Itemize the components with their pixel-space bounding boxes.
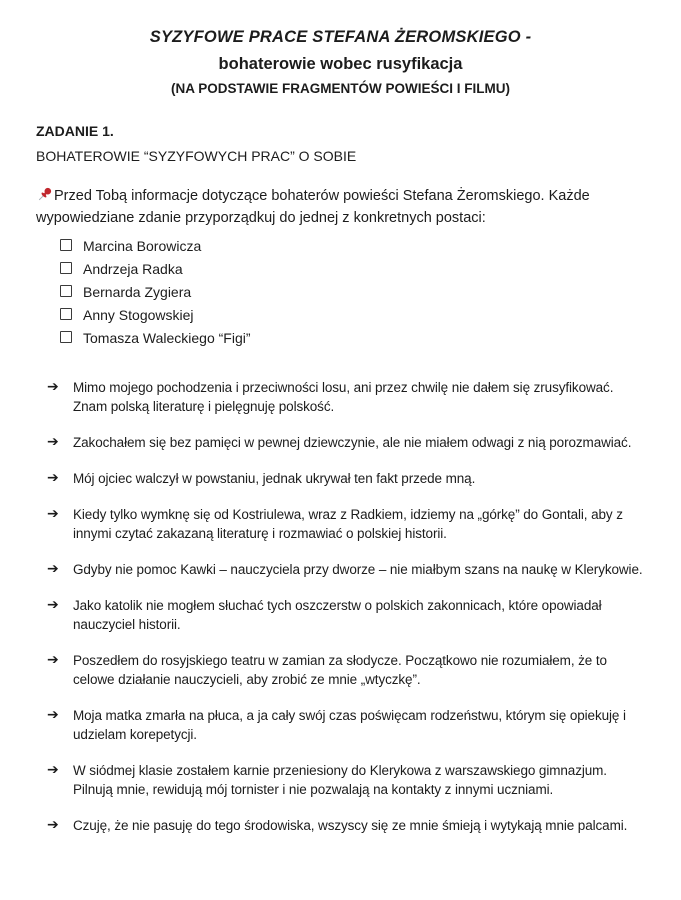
checkbox-icon[interactable] [60, 239, 72, 251]
checkbox-icon[interactable] [60, 308, 72, 320]
title-line-3: (NA PODSTAWIE FRAGMENTÓW POWIEŚCI I FILMU) [171, 81, 510, 96]
statement-text: W siódmej klasie zostałem karnie przeniesiony do Klerykowa z warszawskiego gimnazjum. Pilnują mnie, rewidują mój tornister i nie pozwalają na kontakty z innymi uczniami. [73, 763, 607, 797]
statement-text: Kiedy tylko wymknę się od Kostriulewa, wraz z Radkiem, idziemy na „górkę” do Gontali, aby z innymi czytać zakazaną literaturę i rozmawiać o polskiej historii. [73, 507, 623, 541]
arrow-bullet-icon: ➔ [47, 762, 59, 778]
character-name: Andrzeja Radka [83, 260, 183, 277]
title-line-2: bohaterowie wobec rusyfikacja [218, 55, 463, 73]
character-name: Tomasza Waleckiego “Figi” [83, 329, 251, 346]
statement-text: Poszedłem do rosyjskiego teatru w zamian za słodycze. Początkowo nie rozumiałem, że to celowe działanie nauczycieli, aby zrobić ze mnie „wtyczkę”. [73, 653, 607, 687]
character-option[interactable] [60, 326, 648, 349]
statement-item [47, 378, 648, 416]
character-name: Anny Stogowskiej [83, 306, 194, 323]
document-title-block [0, 0, 681, 100]
statement-list [36, 378, 648, 835]
character-name: Marcina Borowicza [83, 237, 202, 254]
statement-item [47, 560, 648, 579]
arrow-bullet-icon: ➔ [47, 434, 59, 450]
arrow-bullet-icon: ➔ [47, 652, 59, 668]
arrow-bullet-icon: ➔ [47, 707, 59, 723]
statement-item [47, 505, 648, 543]
statement-text: Jako katolik nie mogłem słuchać tych oszczerstw o polskich zakonnicach, które opowiadał nauczyciel historii. [73, 598, 602, 632]
statement-item [47, 596, 648, 634]
task-instruction [36, 185, 648, 229]
statement-text: Zakochałem się bez pamięci w pewnej dziewczynie, ale nie miałem odwagi z nią porozmawiać. [73, 435, 632, 450]
title-line-1: SYZYFOWE PRACE STEFANA ŻEROMSKIEGO - [149, 28, 532, 46]
statement-text: Moja matka zmarła na płuca, a ja cały swój czas poświęcam rodzeństwu, którym się opiekuję i udzielam korepetycji. [73, 708, 626, 742]
pushpin-icon [36, 186, 53, 203]
checkbox-icon[interactable] [60, 285, 72, 297]
arrow-bullet-icon: ➔ [47, 379, 59, 395]
checkbox-icon[interactable] [60, 262, 72, 274]
statement-text: Mimo mojego pochodzenia i przeciwności losu, ani przez chwilę nie dałem się zrusyfikować. Znam polską literaturę i pielęgnuję polskość. [73, 380, 614, 414]
statement-item [47, 761, 648, 799]
character-list [36, 234, 648, 349]
character-name: Bernarda Zygiera [83, 283, 192, 300]
character-option[interactable] [60, 234, 648, 257]
statement-item [47, 469, 648, 488]
instruction-text: Przed Tobą informacje dotyczące bohaterów powieści Stefana Żeromskiego. Każde wypowiedziane zdanie przyporządkuj do jednej z konkretnych postaci: [36, 188, 590, 226]
arrow-bullet-icon: ➔ [47, 597, 59, 613]
task-subheading: BOHATEROWIE “SYZYFOWYCH PRAC” O SOBIE [36, 148, 357, 164]
statement-item [47, 706, 648, 744]
arrow-bullet-icon: ➔ [47, 470, 59, 486]
checkbox-icon[interactable] [60, 331, 72, 343]
task-heading: ZADANIE 1. [36, 123, 114, 139]
statement-text: Czuję, że nie pasuję do tego środowiska, wszyscy się ze mnie śmieją i wytykają mnie palcami. [73, 818, 628, 833]
statement-text: Gdyby nie pomoc Kawki – nauczyciela przy dworze – nie miałbym szans na naukę w Klerykowie. [73, 562, 643, 577]
character-option[interactable] [60, 257, 648, 280]
statement-text: Mój ojciec walczył w powstaniu, jednak ukrywał ten fakt przede mną. [73, 471, 476, 486]
statement-item [47, 816, 648, 835]
pushpin-needle [39, 195, 44, 200]
arrow-bullet-icon: ➔ [47, 561, 59, 577]
character-option[interactable] [60, 280, 648, 303]
arrow-bullet-icon: ➔ [47, 817, 59, 833]
character-option[interactable] [60, 303, 648, 326]
statement-item [47, 433, 648, 452]
task-section [0, 123, 681, 835]
statement-item [47, 651, 648, 689]
arrow-bullet-icon: ➔ [47, 506, 59, 522]
